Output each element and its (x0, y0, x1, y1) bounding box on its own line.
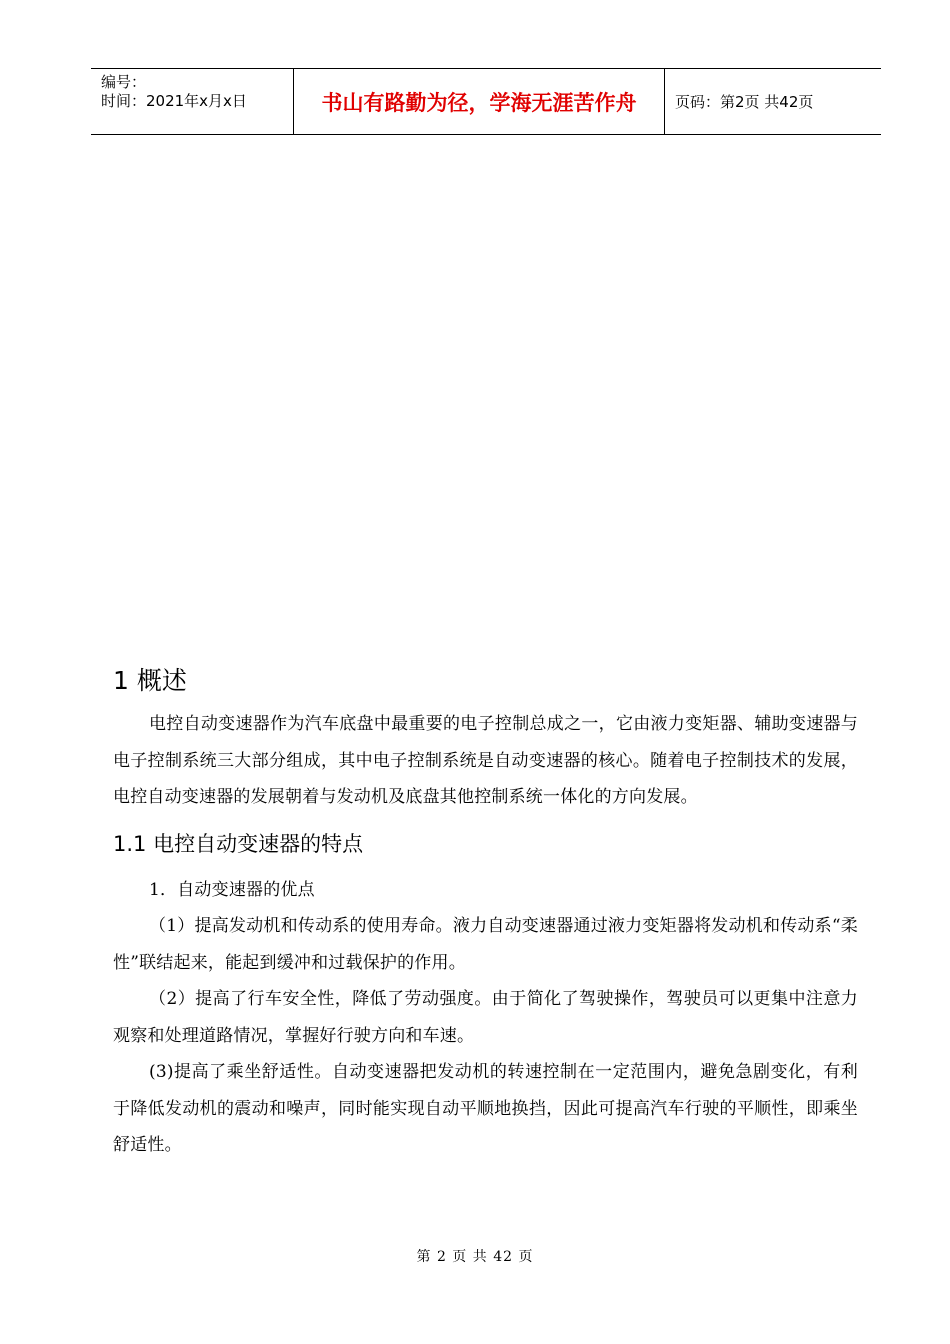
header-time: 时间：2021年x月x日 (101, 92, 247, 110)
subsection-title: 1.1 电控自动变速器的特点 (113, 831, 364, 856)
intro-paragraph: 电控自动变速器作为汽车底盘中最重要的电子控制总成之一，它由液力变矩器、辅助变速器与电子控制系统三大部分组成，其中电子控制系统是自动变速器的核心。随着电子控制技术的发展，电控自动变速器的发展朝着与发动机及底盘其他控制系统一体化的方向发展。 (113, 714, 858, 807)
header-page-info: 页码：第2页 共42页 (675, 93, 814, 111)
list-item: （1）提高发动机和传动系的使用寿命。液力自动变速器通过液力变矩器将发动机和传动系“柔性”联结起来，能起到缓冲和过载保护的作用。 (113, 916, 858, 973)
section-title: 1 概述 (113, 666, 187, 695)
document-body (113, 662, 858, 1164)
page-footer: 第 2 页 共 42 页 (416, 1249, 534, 1265)
list-item: （2）提高了行车安全性，降低了劳动强度。由于简化了驾驶操作，驾驶员可以更集中注意力观察和处理道路情况，掌握好行驶方向和车速。 (113, 989, 858, 1046)
list-heading: 1．自动变速器的优点 (149, 879, 315, 900)
header-meta (91, 69, 293, 134)
header-number: 编号： (101, 73, 147, 91)
list-item: (3)提高了乘坐舒适性。自动变速器把发动机的转速控制在一定范围内，避免急剧变化，有利于降低发动机的震动和噪声，同时能实现自动平顺地换挡，因此可提高汽车行驶的平顺性，即乘坐舒适性。 (113, 1062, 858, 1155)
header-motto: 书山有路勤为径，学海无涯苦作舟 (293, 69, 665, 134)
page-header (91, 68, 881, 135)
